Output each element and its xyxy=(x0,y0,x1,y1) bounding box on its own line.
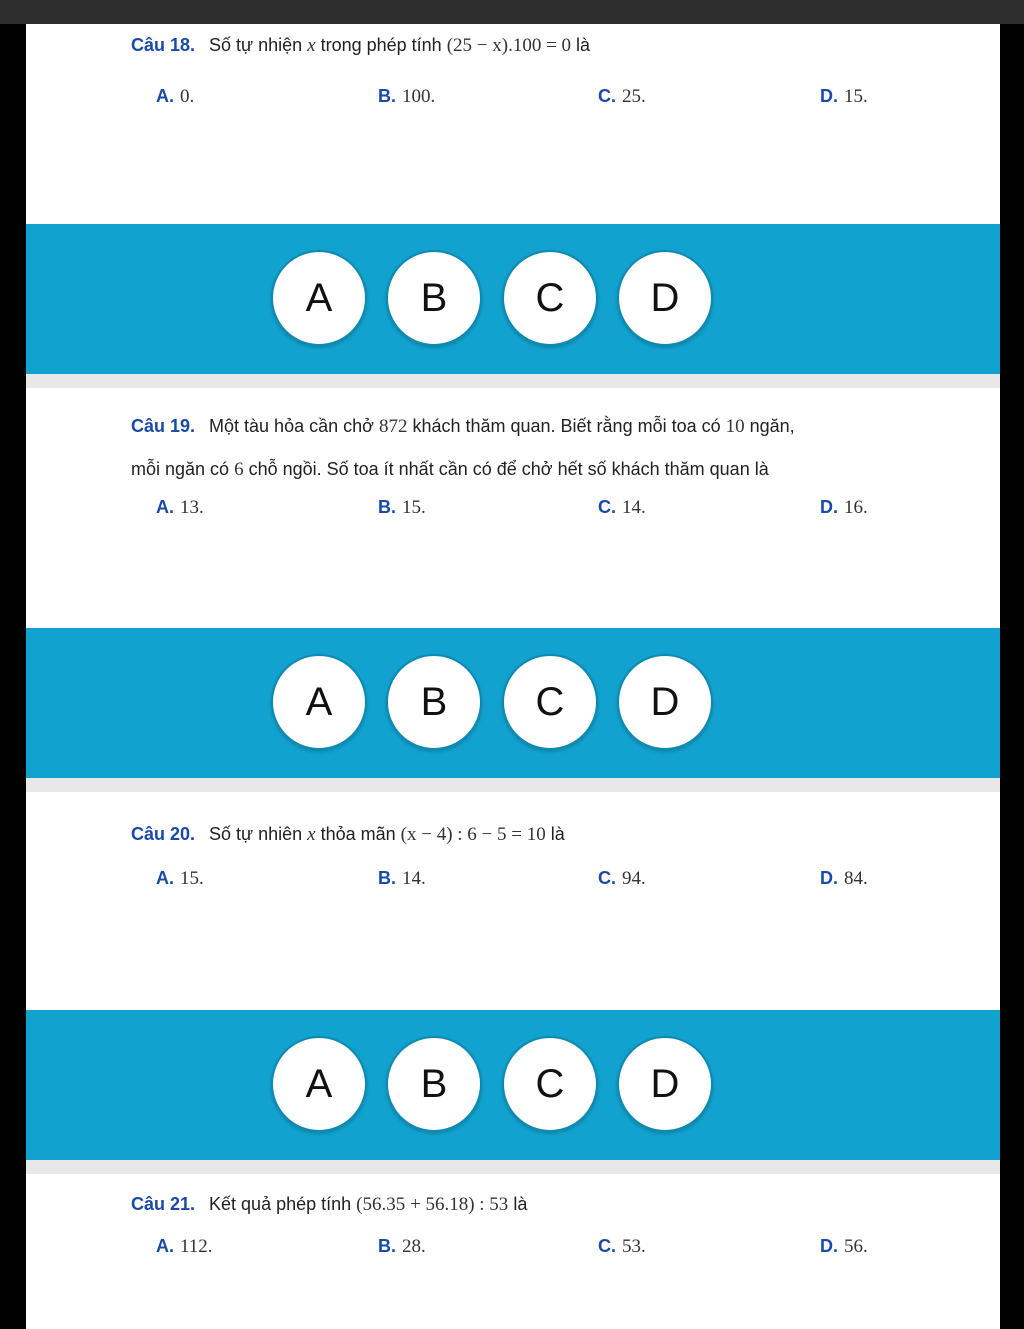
option-letter: A. xyxy=(156,1236,174,1256)
answer-button-d[interactable]: D xyxy=(617,250,713,346)
option-c xyxy=(598,497,646,519)
text: Kết quả phép tính xyxy=(209,1194,357,1214)
option-value: 25. xyxy=(622,86,646,107)
option-b xyxy=(378,86,435,108)
option-d xyxy=(820,497,868,519)
option-b xyxy=(378,1236,426,1258)
answer-panel xyxy=(26,224,1000,374)
option-c xyxy=(598,86,646,108)
question-number: Câu 18. xyxy=(131,35,196,55)
question-20 xyxy=(131,813,960,856)
answer-button-d[interactable]: D xyxy=(617,654,713,750)
answer-button-b[interactable]: B xyxy=(386,1036,482,1132)
option-letter: A. xyxy=(156,868,174,888)
text: Số tự nhiên xyxy=(209,824,308,844)
options-18 xyxy=(156,86,960,116)
options-21 xyxy=(156,1236,960,1266)
question-number: Câu 19. xyxy=(131,416,196,436)
answer-button-a[interactable]: A xyxy=(271,1036,367,1132)
option-letter: C. xyxy=(598,86,616,106)
option-a xyxy=(156,497,204,519)
text: là xyxy=(508,1194,528,1214)
option-value: 56. xyxy=(844,1236,868,1257)
option-value: 94. xyxy=(622,868,646,889)
answer-panel xyxy=(26,1010,1000,1160)
answer-panel xyxy=(26,628,1000,778)
option-c xyxy=(598,1236,646,1258)
question-19-line-2 xyxy=(131,448,960,491)
panel-divider xyxy=(26,778,1000,792)
options-20 xyxy=(156,868,960,898)
option-letter: A. xyxy=(156,86,174,106)
option-b xyxy=(378,497,426,519)
text: là xyxy=(545,824,565,844)
math: 10 xyxy=(725,416,745,437)
math: 872 xyxy=(378,416,408,437)
question-text-line xyxy=(131,813,960,856)
text: trong phép tính xyxy=(315,35,447,55)
answer-button-c[interactable]: C xyxy=(502,250,598,346)
option-value: 0. xyxy=(180,86,195,107)
answer-button-a[interactable]: A xyxy=(271,654,367,750)
option-value: 16. xyxy=(844,497,868,518)
text: Một tàu hỏa cần chở xyxy=(209,416,379,436)
answer-button-c[interactable]: C xyxy=(502,654,598,750)
option-value: 14. xyxy=(402,868,426,889)
option-letter: D. xyxy=(820,868,838,888)
option-value: 100. xyxy=(402,86,436,107)
math-expression: (x − 4) : 6 − 5 = 10 xyxy=(400,824,546,845)
option-letter: D. xyxy=(820,497,838,517)
top-bar xyxy=(0,0,1024,24)
option-letter: D. xyxy=(820,1236,838,1256)
text: Số tự nhiện xyxy=(209,35,308,55)
math: x xyxy=(307,824,316,845)
option-value: 15. xyxy=(844,86,868,107)
answer-button-c[interactable]: C xyxy=(502,1036,598,1132)
option-letter: D. xyxy=(820,86,838,106)
options-19 xyxy=(156,497,960,527)
question-number: Câu 20. xyxy=(131,824,196,844)
text: ngăn, xyxy=(744,416,795,436)
option-letter: C. xyxy=(598,868,616,888)
option-a xyxy=(156,868,204,890)
option-letter: B. xyxy=(378,1236,396,1256)
answer-button-b[interactable]: B xyxy=(386,654,482,750)
panel-divider xyxy=(26,1160,1000,1174)
option-letter: B. xyxy=(378,497,396,517)
option-value: 53. xyxy=(622,1236,646,1257)
math-expression: (25 − x).100 = 0 xyxy=(446,35,572,56)
option-letter: A. xyxy=(156,497,174,517)
option-value: 84. xyxy=(844,868,868,889)
option-letter: B. xyxy=(378,868,396,888)
question-text-line xyxy=(131,448,960,491)
option-c xyxy=(598,868,646,890)
option-d xyxy=(820,1236,868,1258)
math: x xyxy=(307,35,316,56)
option-value: 15. xyxy=(180,868,204,889)
question-19 xyxy=(131,405,960,448)
answer-button-a[interactable]: A xyxy=(271,250,367,346)
math-expression: (56.35 + 56.18) : 53 xyxy=(356,1194,509,1215)
option-d xyxy=(820,868,868,890)
text: khách thăm quan. Biết rằng mỗi toa có xyxy=(407,416,726,436)
option-value: 13. xyxy=(180,497,204,518)
option-letter: B. xyxy=(378,86,396,106)
question-text-line xyxy=(131,1183,960,1226)
answer-button-b[interactable]: B xyxy=(386,250,482,346)
question-number: Câu 21. xyxy=(131,1194,196,1214)
panel-divider xyxy=(26,374,1000,388)
math: 6 xyxy=(234,459,244,480)
option-b xyxy=(378,868,426,890)
option-letter: C. xyxy=(598,497,616,517)
question-18 xyxy=(131,24,960,67)
option-value: 15. xyxy=(402,497,426,518)
text: mỗi ngăn có xyxy=(131,459,235,479)
answer-button-d[interactable]: D xyxy=(617,1036,713,1132)
text: là xyxy=(571,35,591,55)
question-text-line xyxy=(131,24,960,67)
option-value: 28. xyxy=(402,1236,426,1257)
question-text-line xyxy=(131,405,960,448)
option-value: 112. xyxy=(180,1236,213,1257)
document-page xyxy=(26,24,1000,1329)
option-value: 14. xyxy=(622,497,646,518)
question-21 xyxy=(131,1183,960,1226)
option-d xyxy=(820,86,868,108)
option-letter: C. xyxy=(598,1236,616,1256)
text: thỏa mãn xyxy=(315,824,401,844)
option-a xyxy=(156,1236,213,1258)
text: chỗ ngồi. Số toa ít nhất cần có để chở hết số khách thăm quan là xyxy=(243,459,769,479)
option-a xyxy=(156,86,194,108)
